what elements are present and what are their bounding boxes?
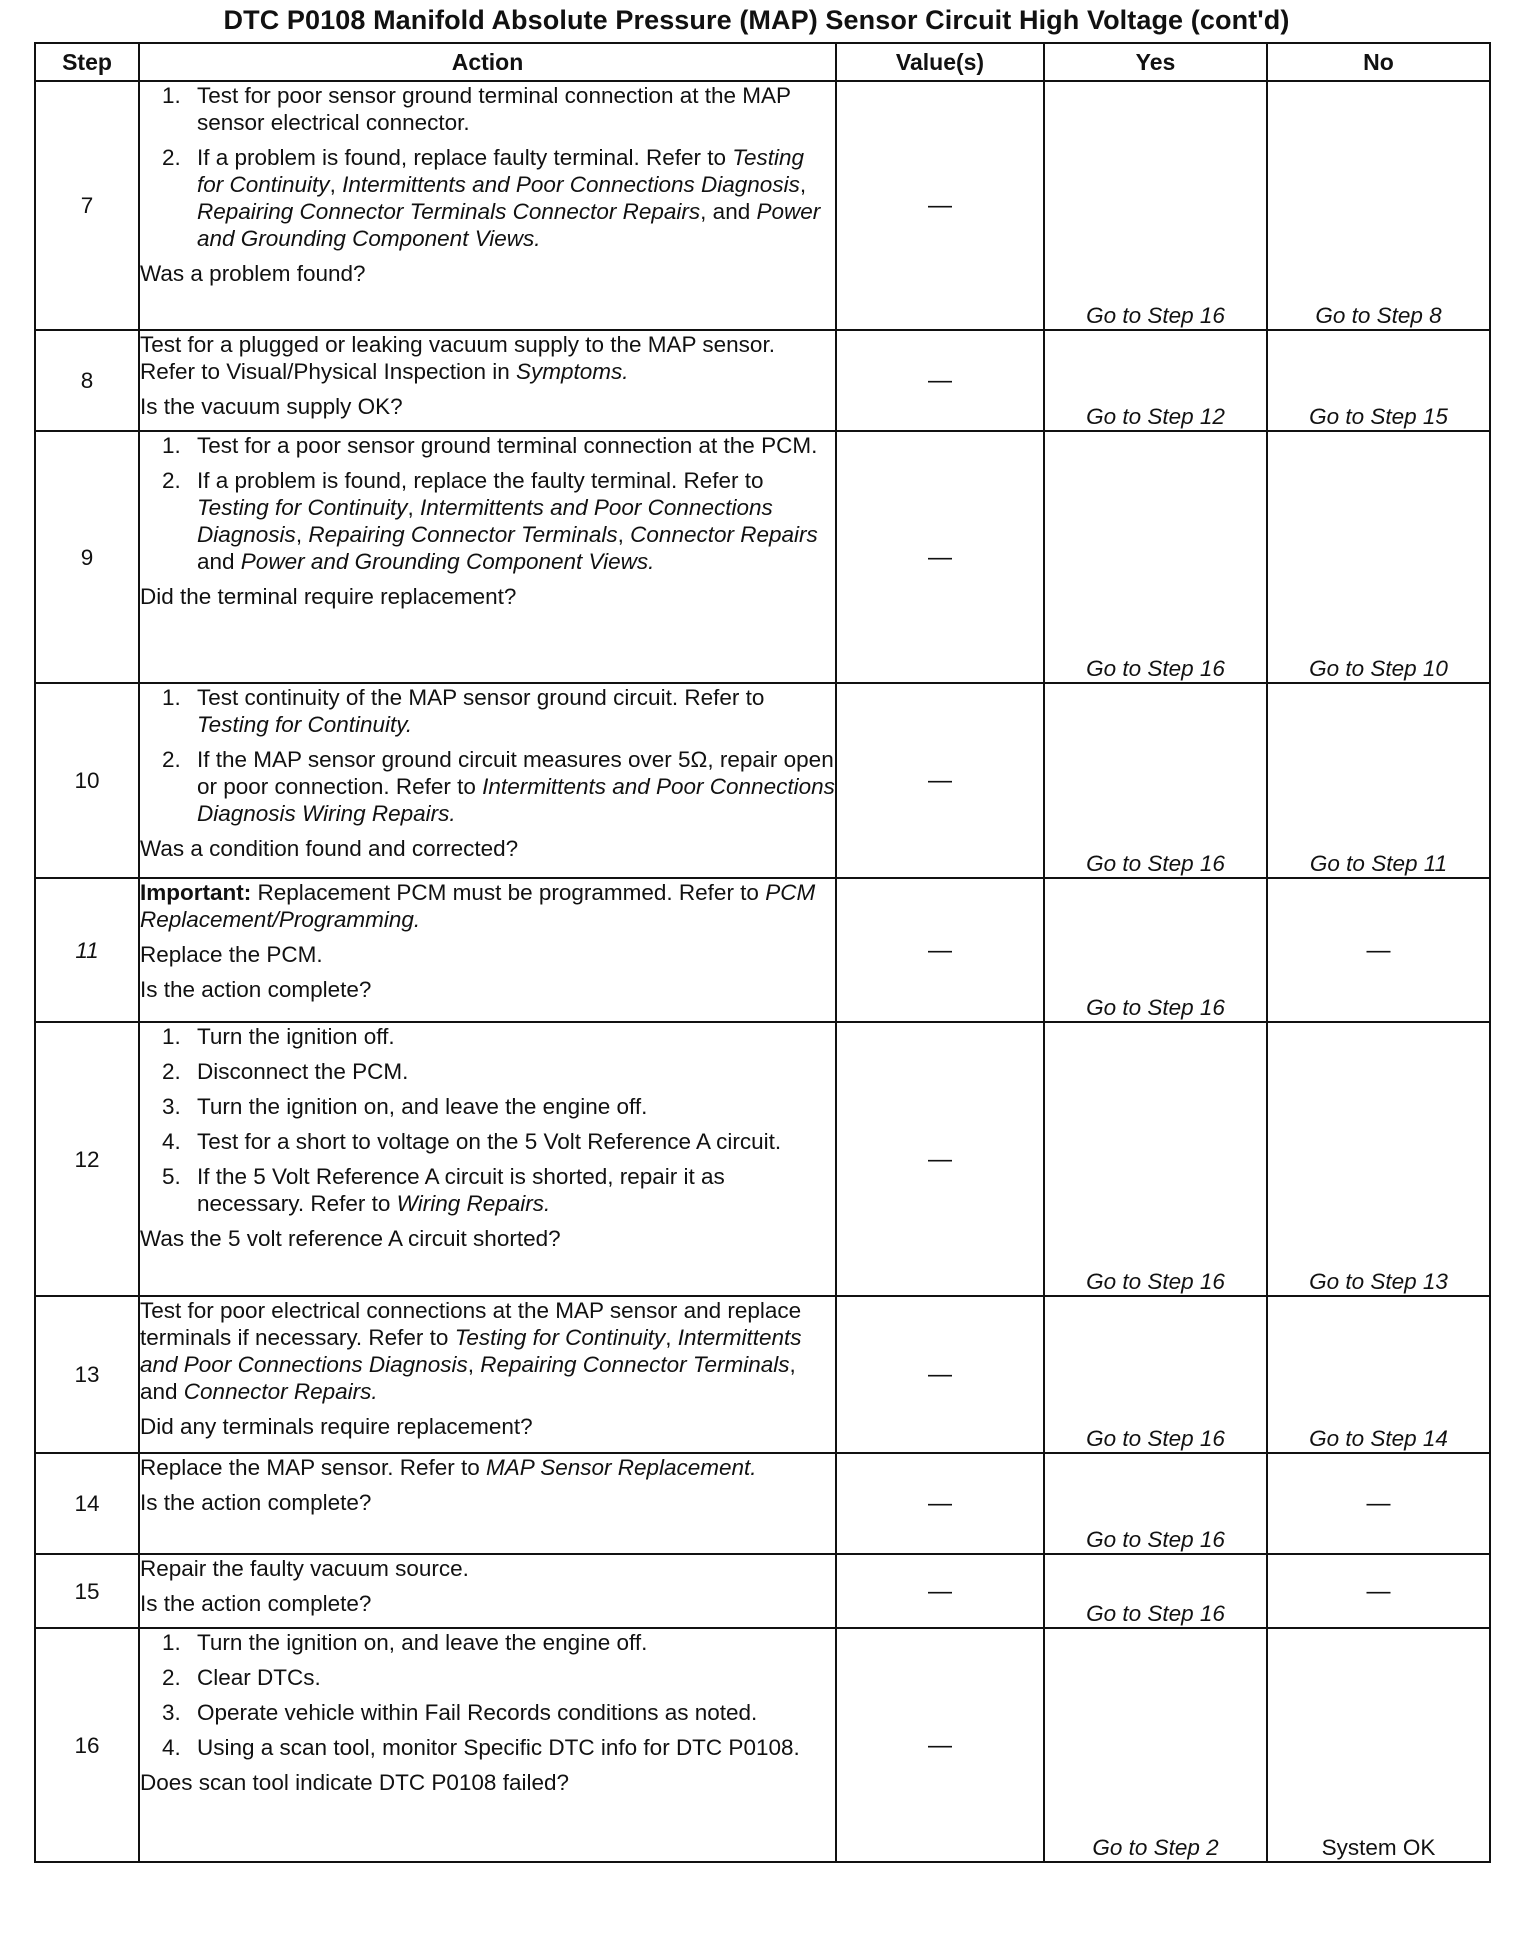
text-run: If the MAP sensor ground circuit measures over 5Ω, repair open or poor connection. Refer to bbox=[197, 747, 834, 799]
action-cell bbox=[139, 1628, 836, 1862]
action-steps-list bbox=[140, 432, 835, 575]
value-text: — bbox=[928, 1361, 952, 1388]
text-run: Test for a plugged or leaking vacuum supply to the MAP sensor. Refer to Visual/Physical Inspection in bbox=[140, 332, 775, 384]
no-cell: Go to Step 11 bbox=[1267, 683, 1490, 878]
value-cell bbox=[836, 1453, 1044, 1554]
action-step bbox=[140, 82, 835, 136]
table-row bbox=[35, 1554, 1490, 1628]
value-text: — bbox=[928, 1577, 952, 1605]
action-paragraph bbox=[140, 1555, 835, 1582]
action-step bbox=[140, 1664, 835, 1691]
text-run: Replacement PCM must be programmed. Refer to bbox=[251, 880, 766, 905]
reference-link-text: Power and Grounding Component Views. bbox=[197, 199, 821, 251]
action-cell bbox=[139, 1554, 836, 1628]
action-cell bbox=[139, 1296, 836, 1453]
reference-link-text: PCM Replacement/Programming. bbox=[140, 880, 816, 932]
no-cell: Go to Step 15 bbox=[1267, 330, 1490, 431]
text-run: If a problem is found, replace faulty terminal. Refer to bbox=[197, 145, 733, 170]
yes-cell: Go to Step 16 bbox=[1044, 1453, 1267, 1554]
action-paragraph bbox=[140, 941, 835, 968]
action-paragraph bbox=[140, 331, 835, 385]
action-cell bbox=[139, 683, 836, 878]
text-run: Test for poor sensor ground terminal connection at the MAP sensor electrical connector. bbox=[197, 83, 791, 135]
text-run: If a problem is found, replace the faulty terminal. Refer to bbox=[197, 468, 764, 493]
reference-link-text: Wiring Repairs. bbox=[396, 1191, 551, 1216]
reference-link-text: Intermittents and Poor Connections Diagnosis Wiring Repairs. bbox=[197, 774, 835, 826]
value-cell bbox=[836, 1628, 1044, 1862]
step-number: 7 bbox=[35, 81, 139, 330]
yes-cell: Go to Step 16 bbox=[1044, 1296, 1267, 1453]
reference-link-text: Testing for Continuity bbox=[197, 145, 804, 197]
action-cell bbox=[139, 431, 836, 683]
action-step bbox=[140, 1629, 835, 1656]
action-paragraph bbox=[140, 1297, 835, 1405]
action-step bbox=[140, 684, 835, 738]
action-step bbox=[140, 746, 835, 827]
no-cell bbox=[1267, 1554, 1490, 1628]
text-run: Turn the ignition off. bbox=[197, 1024, 395, 1049]
no-text: — bbox=[1366, 936, 1391, 964]
yes-cell: Go to Step 16 bbox=[1044, 1554, 1267, 1628]
reference-link-text: Testing for Continuity. bbox=[197, 712, 413, 737]
header-yes: Yes bbox=[1044, 43, 1267, 81]
text-run: Test for a poor sensor ground terminal connection at the PCM. bbox=[197, 433, 818, 458]
reference-link-text: Connector Repairs bbox=[630, 522, 818, 547]
yes-cell: Go to Step 16 bbox=[1044, 683, 1267, 878]
text-run: Turn the ignition on, and leave the engine off. bbox=[197, 1630, 648, 1655]
reference-link-text: Repairing Connector Terminals Connector Repairs bbox=[197, 199, 701, 224]
no-cell: System OK bbox=[1267, 1628, 1490, 1862]
step-number: 11 bbox=[35, 878, 139, 1022]
action-step-number: 2. bbox=[162, 747, 181, 772]
table-row bbox=[35, 683, 1490, 878]
yes-cell: Go to Step 16 bbox=[1044, 431, 1267, 683]
action-step-number: 1. bbox=[162, 1630, 181, 1655]
value-cell bbox=[836, 1022, 1044, 1296]
text-run: If the 5 Volt Reference A circuit is shorted, repair it as necessary. Refer to bbox=[197, 1164, 725, 1216]
action-step-number: 1. bbox=[162, 83, 181, 108]
action-step-number: 5. bbox=[162, 1164, 181, 1189]
reference-link-text: Symptoms. bbox=[516, 359, 629, 384]
value-text: — bbox=[928, 936, 952, 964]
reference-link-text: Intermittents and Poor Connections Diagnosis bbox=[140, 1325, 802, 1377]
action-step bbox=[140, 432, 835, 459]
table-body bbox=[35, 81, 1490, 1862]
yes-cell: Go to Step 16 bbox=[1044, 81, 1267, 330]
value-cell bbox=[836, 431, 1044, 683]
reference-link-text: Repairing Connector Terminals bbox=[308, 522, 618, 547]
reference-link-text: MAP Sensor Replacement. bbox=[486, 1455, 757, 1480]
step-number: 14 bbox=[35, 1453, 139, 1554]
no-text: — bbox=[1366, 1490, 1391, 1517]
table-row bbox=[35, 330, 1490, 431]
table-row bbox=[35, 1022, 1490, 1296]
yes-cell: Go to Step 16 bbox=[1044, 1022, 1267, 1296]
table-row bbox=[35, 878, 1490, 1022]
table-row bbox=[35, 81, 1490, 330]
no-cell: Go to Step 10 bbox=[1267, 431, 1490, 683]
step-number: 13 bbox=[35, 1296, 139, 1453]
action-question: Was a condition found and corrected? bbox=[140, 836, 519, 861]
action-question: Is the vacuum supply OK? bbox=[140, 394, 403, 419]
action-question: Did the terminal require replacement? bbox=[140, 584, 517, 609]
step-number: 16 bbox=[35, 1628, 139, 1862]
action-step-number: 4. bbox=[162, 1735, 181, 1760]
action-question: Is the action complete? bbox=[140, 977, 372, 1002]
action-step bbox=[140, 1163, 835, 1217]
action-question: Does scan tool indicate DTC P0108 failed? bbox=[140, 1770, 569, 1795]
value-text: — bbox=[928, 1145, 952, 1173]
text-run: , bbox=[407, 495, 421, 520]
table-row bbox=[35, 1296, 1490, 1453]
no-text: — bbox=[1366, 1577, 1391, 1605]
step-number: 10 bbox=[35, 683, 139, 878]
action-step bbox=[140, 1093, 835, 1120]
yes-cell: Go to Step 2 bbox=[1044, 1628, 1267, 1862]
action-step bbox=[140, 467, 835, 575]
value-cell bbox=[836, 683, 1044, 878]
action-step-number: 2. bbox=[162, 468, 181, 493]
no-cell bbox=[1267, 878, 1490, 1022]
reference-link-text: Testing for Continuity bbox=[454, 1325, 666, 1350]
action-step bbox=[140, 1699, 835, 1726]
no-cell bbox=[1267, 1453, 1490, 1554]
action-cell bbox=[139, 878, 836, 1022]
value-cell bbox=[836, 330, 1044, 431]
value-text: — bbox=[928, 543, 952, 571]
text-run: , bbox=[617, 522, 631, 547]
value-text: — bbox=[928, 1731, 952, 1759]
action-step-number: 1. bbox=[162, 433, 181, 458]
text-run: , bbox=[665, 1325, 678, 1350]
action-step-number: 2. bbox=[162, 145, 181, 170]
text-run: and bbox=[197, 549, 241, 574]
action-question: Was the 5 volt reference A circuit shorted? bbox=[140, 1226, 561, 1251]
text-run: Repair the faulty vacuum source. bbox=[140, 1556, 469, 1581]
action-step-number: 2. bbox=[162, 1665, 181, 1690]
no-cell: Go to Step 13 bbox=[1267, 1022, 1490, 1296]
value-text: — bbox=[928, 1490, 952, 1517]
yes-cell: Go to Step 16 bbox=[1044, 878, 1267, 1022]
action-step bbox=[140, 144, 835, 252]
action-question: Was a problem found? bbox=[140, 261, 366, 286]
table-row bbox=[35, 1628, 1490, 1862]
value-cell bbox=[836, 1296, 1044, 1453]
action-step-number: 3. bbox=[162, 1700, 181, 1725]
text-run: Replace the PCM. bbox=[140, 942, 323, 967]
action-question: Is the action complete? bbox=[140, 1490, 372, 1515]
action-step-number: 1. bbox=[162, 685, 181, 710]
action-steps-list bbox=[140, 1629, 835, 1761]
action-cell bbox=[139, 330, 836, 431]
value-cell bbox=[836, 1554, 1044, 1628]
action-step bbox=[140, 1734, 835, 1761]
action-step bbox=[140, 1023, 835, 1050]
text-run: Using a scan tool, monitor Specific DTC info for DTC P0108. bbox=[197, 1735, 800, 1760]
action-paragraph bbox=[140, 879, 835, 933]
text-run: Test continuity of the MAP sensor ground circuit. Refer to bbox=[197, 685, 765, 710]
text-run: , bbox=[295, 522, 309, 547]
action-steps-list bbox=[140, 684, 835, 827]
action-step bbox=[140, 1058, 835, 1085]
value-cell bbox=[836, 878, 1044, 1022]
reference-link-text: Intermittents and Poor Connections Diagnosis bbox=[197, 495, 773, 547]
text-run: , bbox=[799, 172, 807, 197]
text-run: Replace the MAP sensor. Refer to bbox=[140, 1455, 487, 1480]
text-run: Test for poor electrical connections at the MAP sensor and replace terminals if necessary. Refer to bbox=[140, 1298, 802, 1350]
text-run: Turn the ignition on, and leave the engine off. bbox=[197, 1094, 648, 1119]
value-text: — bbox=[928, 767, 952, 794]
action-steps-list bbox=[140, 82, 835, 252]
diagnostic-table bbox=[34, 42, 1491, 1863]
important-label: Important: bbox=[140, 880, 252, 905]
text-run: , bbox=[329, 172, 343, 197]
step-number: 15 bbox=[35, 1554, 139, 1628]
step-number: 12 bbox=[35, 1022, 139, 1296]
page-title: DTC P0108 Manifold Absolute Pressure (MAP) Sensor Circuit High Voltage (cont'd) bbox=[223, 5, 1290, 35]
reference-link-text: Connector Repairs. bbox=[183, 1379, 378, 1404]
reference-link-text: Power and Grounding Component Views. bbox=[240, 549, 655, 574]
text-run: Disconnect the PCM. bbox=[197, 1059, 409, 1084]
text-run: Operate vehicle within Fail Records conditions as noted. bbox=[197, 1700, 758, 1725]
action-cell bbox=[139, 1453, 836, 1554]
header-values: Value(s) bbox=[836, 43, 1044, 81]
value-text: — bbox=[928, 367, 952, 394]
action-step-number: 1. bbox=[162, 1024, 181, 1049]
header-action: Action bbox=[139, 43, 836, 81]
table-row bbox=[35, 1453, 1490, 1554]
no-cell: Go to Step 14 bbox=[1267, 1296, 1490, 1453]
value-text: — bbox=[928, 192, 952, 219]
reference-link-text: Repairing Connector Terminals bbox=[480, 1352, 790, 1377]
text-run: , and bbox=[700, 199, 757, 224]
action-steps-list bbox=[140, 1023, 835, 1217]
yes-cell: Go to Step 12 bbox=[1044, 330, 1267, 431]
table-row bbox=[35, 431, 1490, 683]
action-step-number: 3. bbox=[162, 1094, 181, 1119]
step-number: 8 bbox=[35, 330, 139, 431]
reference-link-text: Testing for Continuity bbox=[197, 495, 408, 520]
action-paragraph bbox=[140, 1454, 835, 1481]
step-number: 9 bbox=[35, 431, 139, 683]
action-step-number: 4. bbox=[162, 1129, 181, 1154]
text-run: , bbox=[467, 1352, 481, 1377]
action-step-number: 2. bbox=[162, 1059, 181, 1084]
action-question: Is the action complete? bbox=[140, 1591, 372, 1616]
text-run: Test for a short to voltage on the 5 Volt Reference A circuit. bbox=[197, 1129, 782, 1154]
header-step: Step bbox=[35, 43, 139, 81]
reference-link-text: Intermittents and Poor Connections Diagnosis bbox=[342, 172, 800, 197]
text-run: , and bbox=[140, 1352, 796, 1404]
value-cell bbox=[836, 81, 1044, 330]
no-cell: Go to Step 8 bbox=[1267, 81, 1490, 330]
table-header-row bbox=[35, 43, 1490, 81]
action-cell bbox=[139, 81, 836, 330]
text-run: Clear DTCs. bbox=[197, 1665, 321, 1690]
action-question: Did any terminals require replacement? bbox=[140, 1414, 533, 1439]
header-no: No bbox=[1267, 43, 1490, 81]
action-step bbox=[140, 1128, 835, 1155]
action-cell bbox=[139, 1022, 836, 1296]
